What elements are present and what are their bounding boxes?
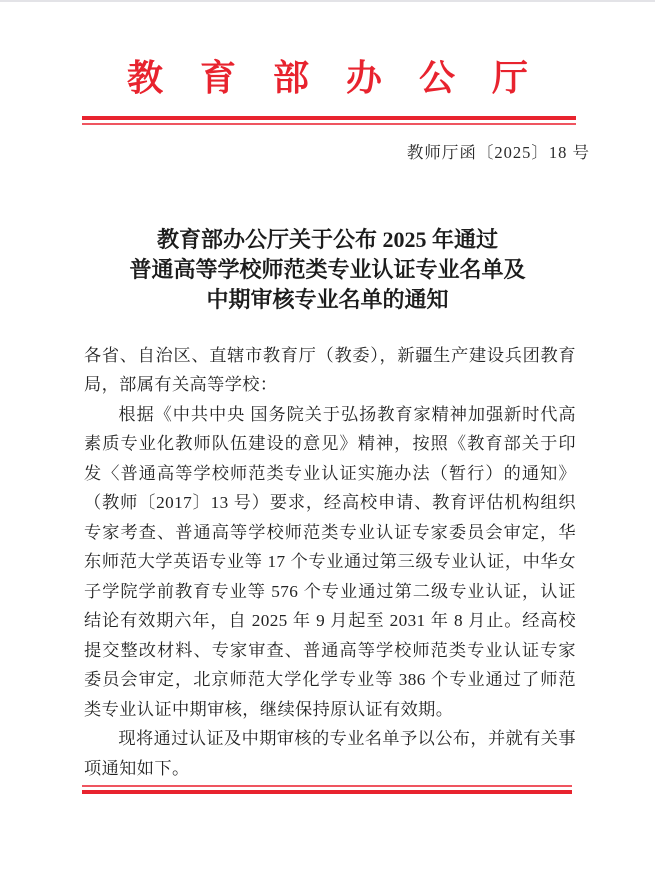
title-line-2: 普通高等学校师范类专业认证专业名单及 <box>129 256 526 282</box>
body-paragraph: 根据《中共中央 国务院关于弘扬教育家精神加强新时代高素质专业化教师队伍建设的意见》精神，按照《教育部关于印发〈普通高等学校师范类专业认证实施办法（暂行）的通知》（教师〔2017〕13 号）要求，经高校申请、教育评估机构组织专家考查、普通高等学校师范类专业认证专家委员会审定，华东师范大学英语专业等 17 个专业通过第三级专业认证，中华女子学院学前教育专业等 576 个专业通过第二级专业认证，认证结论有效期六年，自 2025 年 9 月起至 2031 年 8 月止。经高校提交整改材料、专家审查、普通高等学校师范类专业认证专家委员会审定，北京师范大学化学专业等 386 个专业通过了师范类专业认证中期审核，继续保持原认证有效期。 <box>84 404 576 719</box>
salutation-line: 各省、自治区、直辖市教育厅（教委），新疆生产建设兵团教育局，部属有关高等学校： <box>84 345 576 394</box>
body-paragraph: 现将通过认证及中期审核的专业名单予以公布，并就有关事项通知如下。 <box>84 729 576 778</box>
agency-letterhead <box>0 2 655 100</box>
divider-thick-bar <box>82 790 572 794</box>
footer-divider <box>82 785 572 794</box>
title-line-1: 教育部办公厅关于公布 2025 年通过 <box>156 226 498 252</box>
title-line-3: 中期审核专业名单的通知 <box>206 286 449 312</box>
notice-title <box>0 225 655 315</box>
notice-body <box>0 341 655 784</box>
letterhead-divider <box>82 116 576 125</box>
divider-thin-bar <box>82 123 576 125</box>
document-number: 教师厅函〔2025〕18 号 <box>406 142 590 162</box>
agency-name: 教育部办公厅 <box>126 58 565 98</box>
